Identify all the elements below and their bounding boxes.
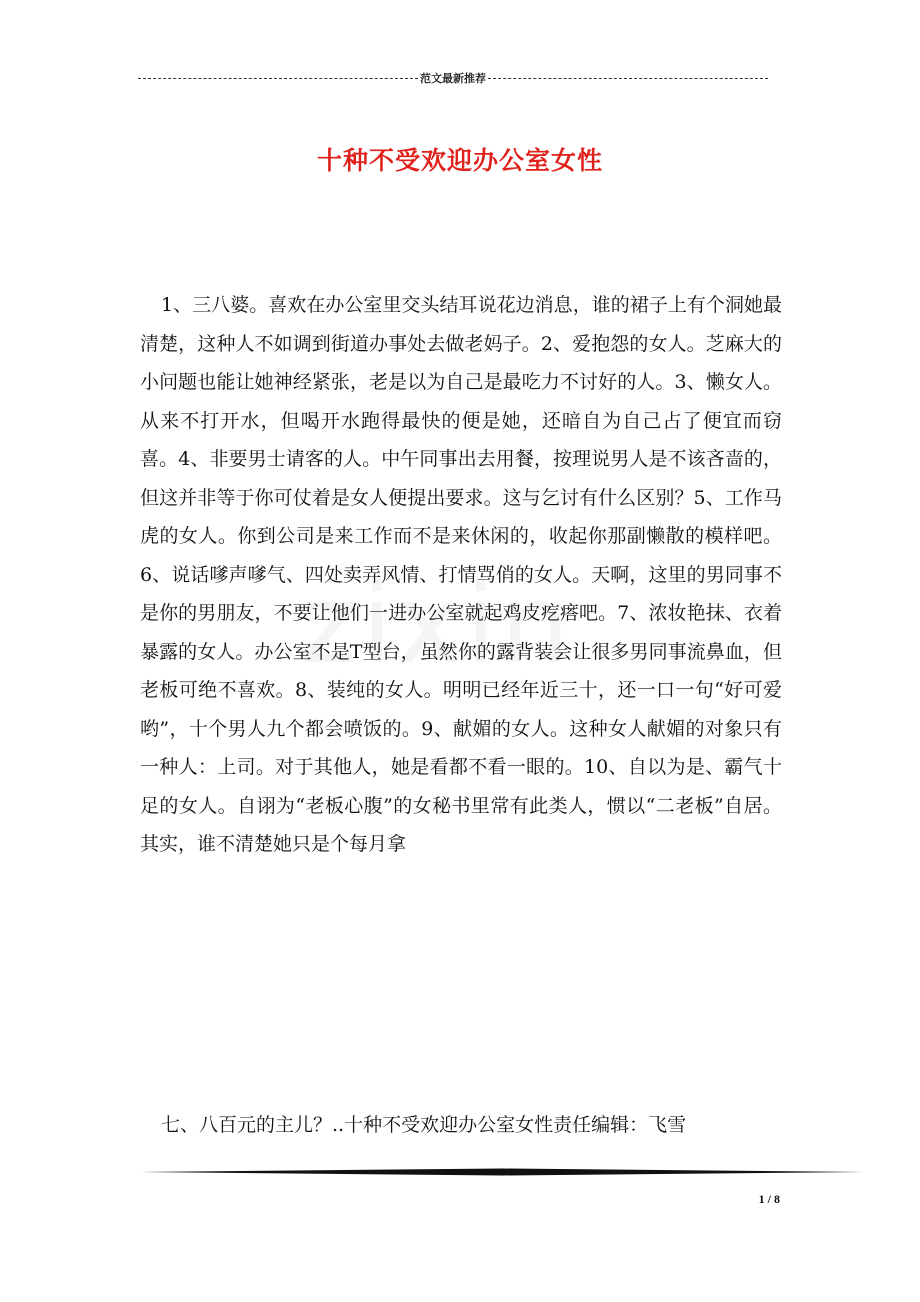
- document-title: 十种不受欢迎办公室女性: [316, 145, 603, 175]
- page-number: 1 / 8: [758, 1192, 780, 1206]
- body-paragraph-1: 1、三八婆。喜欢在办公室里交头结耳说花边消息，谁的裙子上有个洞她最清楚，这种人不如调到街道办事处去做老妈子。2、爱抱怨的女人。芝麻大的小问题也能让她神经紧张，老是以为自己是最吃力不讨好的人。3、懒女人。从来不打开水，但喝开水跑得最快的便是她，还暗自为自己占了便宜而窃喜。4、非要男士请客的人。中午同事出去用餐，按理说男人是不该吝啬的，但这并非等于你可仗着是女人便提出要求。这与乞讨有什么区别？5、工作马虎的女人。你到公司是来工作而不是来休闲的，收起你那副懒散的模样吧。6、说话嗲声嗲气、四处卖弄风情、打情骂俏的女人。天啊，这里的男同事不是你的男朋友，不要让他们一进办公室就起鸡皮疙瘩吧。7、浓妆艳抹、衣着暴露的女人。办公室不是T型台，虽然你的露背装会让很多男同事流鼻血，但老板可绝不喜欢。8、装纯的女人。明明已经年近三十，还一口一句“好可爱哟”，十个男人九个都会喷饭的。9、献媚的女人。这种女人献媚的对象只有一种人：上司。对于其他人，她是看都不看一眼的。10、自以为是、霸气十足的女人。自诩为“老板心腹”的女秘书里常有此类人，惯以“二老板”自居。其实，谁不清楚她只是个每月拿: [140, 294, 782, 855]
- header-dashed-rule-right: [488, 78, 768, 79]
- footer-rule: [140, 1168, 864, 1176]
- body-paragraph-2: 七、八百元的主儿？..十种不受欢迎办公室女性责任编辑：飞雪: [161, 1114, 687, 1136]
- header-label: 范文最新推荐: [420, 72, 486, 85]
- page-header: [138, 70, 768, 86]
- header-dashed-rule-left: [138, 78, 418, 79]
